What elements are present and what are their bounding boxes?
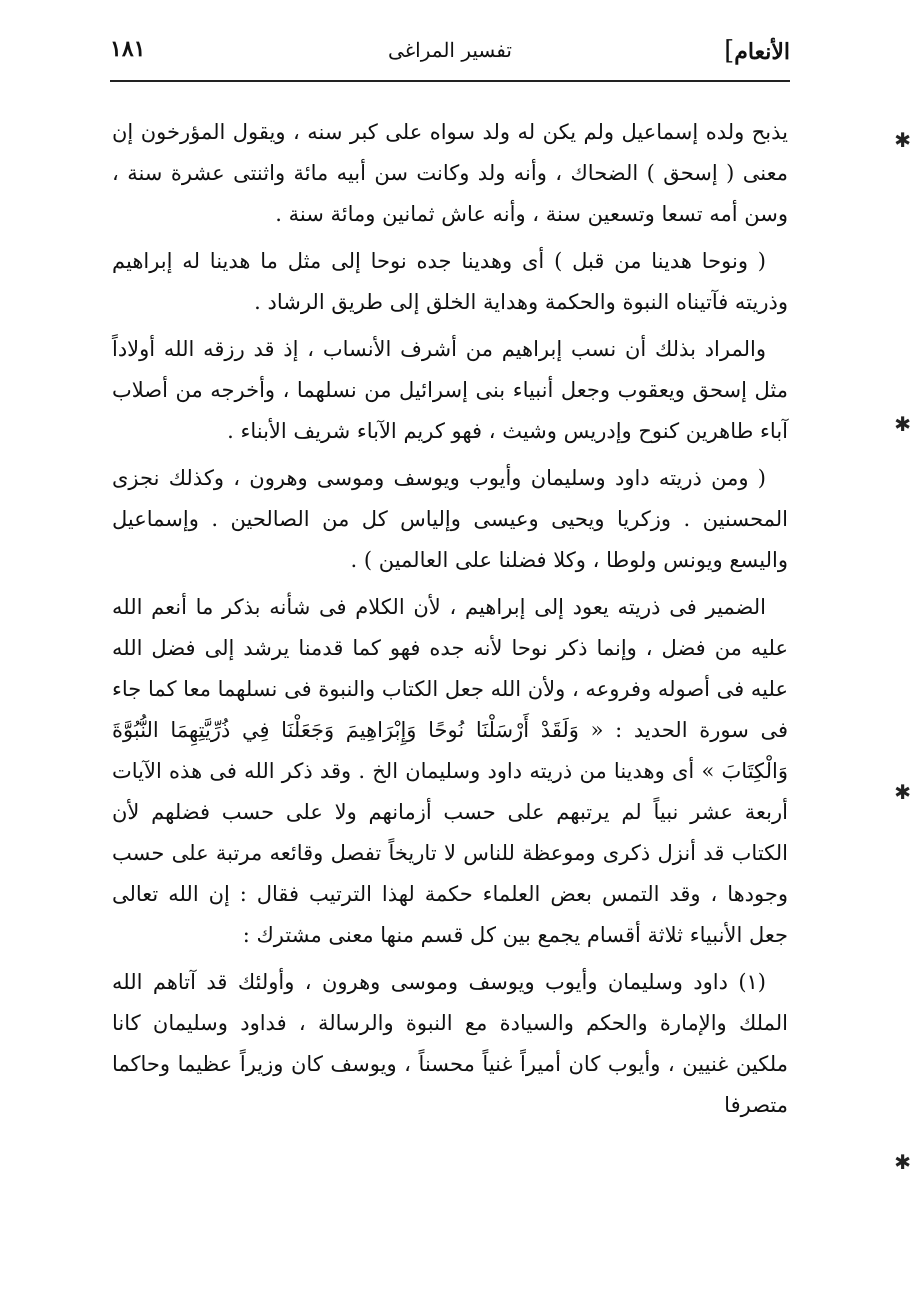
- surah-name-text: الأنعام: [734, 39, 790, 65]
- header-divider: [110, 80, 790, 82]
- paragraph: والمراد بذلك أن نسب إبراهيم من أشرف الأنساب ، إذ قد رزقه الله أولاداً مثل إسحق ويعقوب وجعل أنبياء بنى إسرائيل من نسلهما ، وأخرجه من أصلاب آباء طاهرين كنوح وإدريس وشيث ، فهو كريم الآباء شريف الأبناء .: [112, 337, 788, 443]
- quran-verse-paragraph: ( ومن ذريته داود وسليمان وأيوب ويوسف وموسى وهرون ، وكذلك نجزى المحسنين . وزكريا ويحيى وعيسى وإلياس كل من الصالحين . وإسماعيل واليسع ويونس ولوطا ، وكلا فضلنا على العالمين ) .: [112, 466, 788, 572]
- header-bracket: ]: [724, 36, 735, 66]
- asterisk-mark-icon: ✱: [894, 1150, 911, 1174]
- paragraph: الضمير فى ذريته يعود إلى إبراهيم ، لأن الكلام فى شأنه بذكر ما أنعم الله عليه من فضل ، وإنما ذكر نوحا لأنه جده فهو كما قدمنا يرشد إلى فضل الله عليه فى أصوله وفروعه ، ولأن الله جعل الكتاب والنبوة فى نسلهما معا كما جاء فى سورة الحديد : « وَلَقَدْ أَرْسَلْنَا نُوحًا وَإِبْرَاهِيمَ وَجَعَلْنَا فِي ذُرِّيَّتِهِمَا النُّبُوَّةَ وَالْكِتَابَ » أى وهدينا من ذريته داود وسليمان الخ . وقد ذكر الله فى هذه الآيات أربعة عشر نبياً لم يرتبهم على حسب أزمانهم ولا على حسب فضلهم لأن الكتاب قد أنزل ذكرى وموعظة للناس لا تاريخاً تفصل وقائعه مرتبة على حسب وجودها ، وقد التمس بعض العلماء حكمة لهذا الترتيب فقال : إن الله تعالى جعل الأنبياء ثلاثة أقسام يجمع بين كل قسم منها معنى مشترك :: [112, 595, 788, 947]
- book-title: تفسير المراغى: [388, 38, 512, 62]
- paragraph: (١) داود وسليمان وأيوب ويوسف وموسى وهرون ، وأولئك قد آتاهم الله الملك والإمارة والحكم والسيادة مع النبوة والرسالة ، فداود وسليمان كانا ملكين غنيين ، وأيوب كان أميراً غنياً محسناً ، ويوسف كان وزيراً عظيما وحاكما متصرفا: [112, 970, 788, 1117]
- page-header: [110, 28, 790, 78]
- body-text: [112, 112, 788, 1132]
- paragraph: ( ونوحا هدينا من قبل ) أى وهدينا جده نوحا إلى مثل ما هدينا له إبراهيم وذريته فآتيناه النبوة والحكمة وهداية الخلق إلى طريق الرشاد .: [112, 249, 788, 314]
- asterisk-mark-icon: ✱: [894, 412, 911, 436]
- asterisk-mark-icon: ✱: [894, 780, 911, 804]
- asterisk-mark-icon: ✱: [894, 128, 911, 152]
- page-number: ١٨١: [110, 36, 146, 62]
- paragraph: يذبح ولده إسماعيل ولم يكن له ولد سواه على كبر سنه ، ويقول المؤرخون إن معنى ( إسحق ) الضحاك ، وأنه ولد وكانت سن أبيه مائة واثنتى عشرة سنة ، وسن أمه تسعا وتسعين سنة ، وأنه عاش ثمانين ومائة سنة .: [112, 120, 788, 226]
